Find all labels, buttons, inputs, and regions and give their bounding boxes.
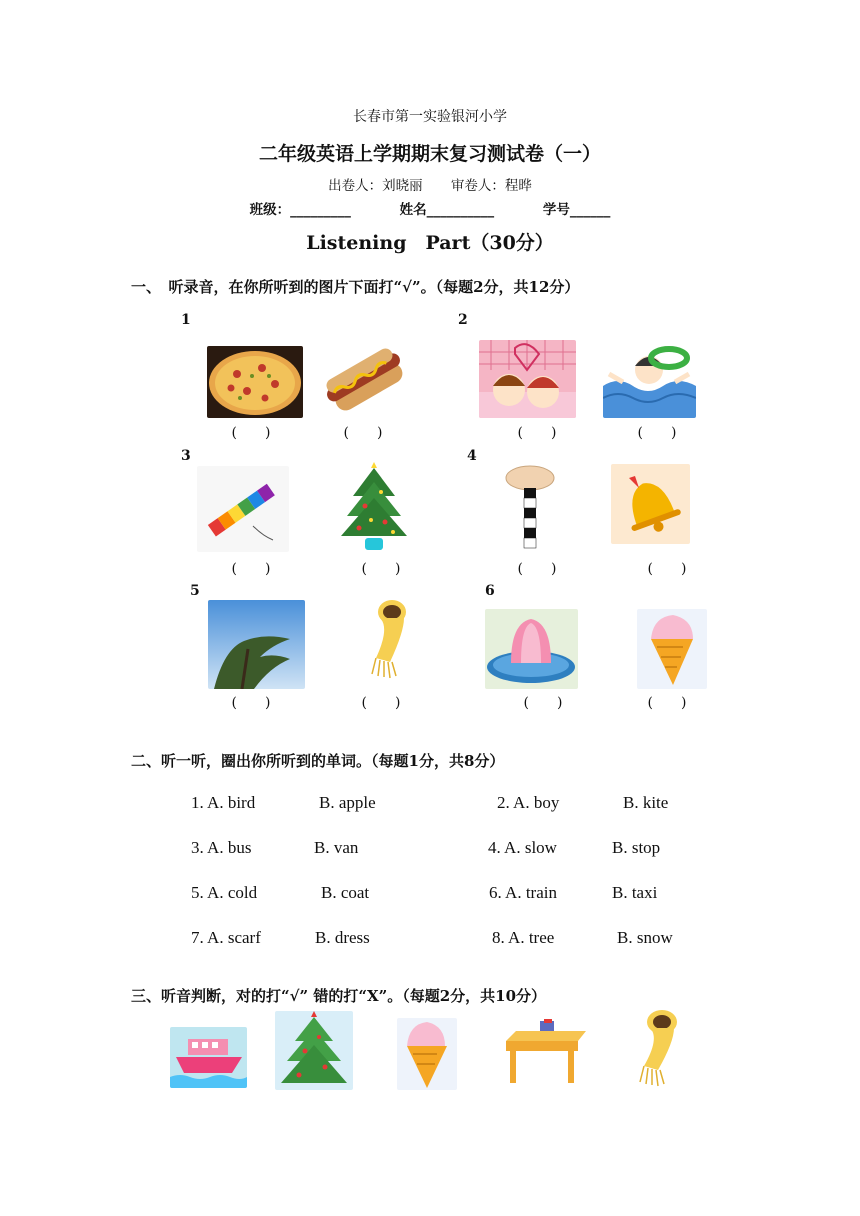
christmas-tree-picture	[275, 1011, 353, 1090]
word-choice-b[interactable]: B. taxi	[612, 883, 658, 902]
question-number: 3	[181, 448, 191, 464]
word-choice-b[interactable]: B. dress	[315, 928, 370, 947]
word-choice-b[interactable]: B. kite	[623, 793, 669, 812]
id-field: 学号______	[542, 202, 611, 218]
section1-heading: 一、 听录音，在你所听到的图片下面打“√”。（每题2分，共12分）	[131, 278, 580, 296]
answer-paren[interactable]: ( )	[231, 695, 271, 711]
word-choice-b[interactable]: B. stop	[612, 838, 661, 857]
ice-cream-picture	[397, 1018, 457, 1090]
word-choice-b[interactable]: B. van	[314, 838, 359, 857]
answer-paren[interactable]: ( )	[647, 695, 687, 711]
answer-paren[interactable]: ( )	[231, 425, 271, 441]
hot-dog-picture	[320, 340, 410, 420]
word-choice-a[interactable]: 4. A. slow	[488, 838, 557, 857]
question-number: 1	[181, 312, 191, 328]
sleeping-children-picture	[479, 340, 576, 418]
name-field: 姓名__________	[399, 202, 495, 218]
pizza-picture	[207, 346, 303, 418]
word-choice-a[interactable]: 7. A. scarf	[191, 928, 261, 947]
answer-paren[interactable]: ( )	[517, 425, 557, 441]
listening-part-title: Listening Part（30分）	[306, 232, 554, 254]
authors-line	[0, 174, 860, 194]
swimming-boy-picture	[603, 336, 696, 418]
bell-picture	[611, 464, 690, 544]
class-field: 班级：_________	[249, 202, 351, 218]
word-choice-b[interactable]: B. apple	[319, 793, 376, 812]
answer-paren[interactable]: ( )	[361, 695, 401, 711]
windy-tree-picture	[208, 600, 305, 689]
word-choice-a[interactable]: 8. A. tree	[492, 928, 555, 947]
student-fields	[0, 198, 860, 218]
answer-paren[interactable]: ( )	[343, 425, 383, 441]
question-number: 5	[190, 583, 200, 599]
word-choice-a[interactable]: 3. A. bus	[191, 838, 252, 857]
ice-cream-picture	[637, 609, 707, 689]
answer-paren[interactable]: ( )	[231, 561, 271, 577]
scarf-picture	[620, 1008, 686, 1094]
section2-heading: 二、听一听，圈出你所听到的单词。（每题1分，共8分）	[131, 752, 505, 770]
answer-paren[interactable]: ( )	[361, 561, 401, 577]
section3-heading: 三、听音判断，对的打“√” 错的打“X”。（每题2分，共10分）	[131, 987, 547, 1005]
word-choice-a[interactable]: 1. A. bird	[191, 793, 256, 812]
kite-picture	[197, 466, 289, 552]
answer-paren[interactable]: ( )	[637, 425, 677, 441]
school-name: 长春市第一实验银河小学	[353, 109, 507, 125]
word-choice-a[interactable]: 2. A. boy	[497, 793, 560, 812]
scarf-picture	[354, 598, 416, 688]
word-choice-a[interactable]: 6. A. train	[489, 883, 557, 902]
word-choice-b[interactable]: B. snow	[617, 928, 673, 947]
word-choice-a[interactable]: 5. A. cold	[191, 883, 258, 902]
question-number: 2	[458, 312, 468, 328]
word-choice-b[interactable]: B. coat	[321, 883, 370, 902]
question-number: 4	[467, 448, 477, 464]
jelly-picture	[485, 609, 578, 689]
answer-paren[interactable]: ( )	[517, 561, 557, 577]
question-number: 6	[485, 583, 495, 599]
answer-paren[interactable]: ( )	[523, 695, 563, 711]
desk-picture	[500, 1017, 588, 1085]
boat-picture	[170, 1027, 247, 1088]
answer-paren[interactable]: ( )	[647, 561, 687, 577]
christmas-tree-picture	[337, 462, 411, 554]
reviewer: 审卷人：程晔	[450, 178, 532, 194]
lollipop-picture	[504, 464, 556, 554]
page-title: 二年级英语上学期期末复习测试卷（一）	[258, 143, 601, 165]
setter: 出卷人：刘晓丽	[328, 178, 423, 194]
